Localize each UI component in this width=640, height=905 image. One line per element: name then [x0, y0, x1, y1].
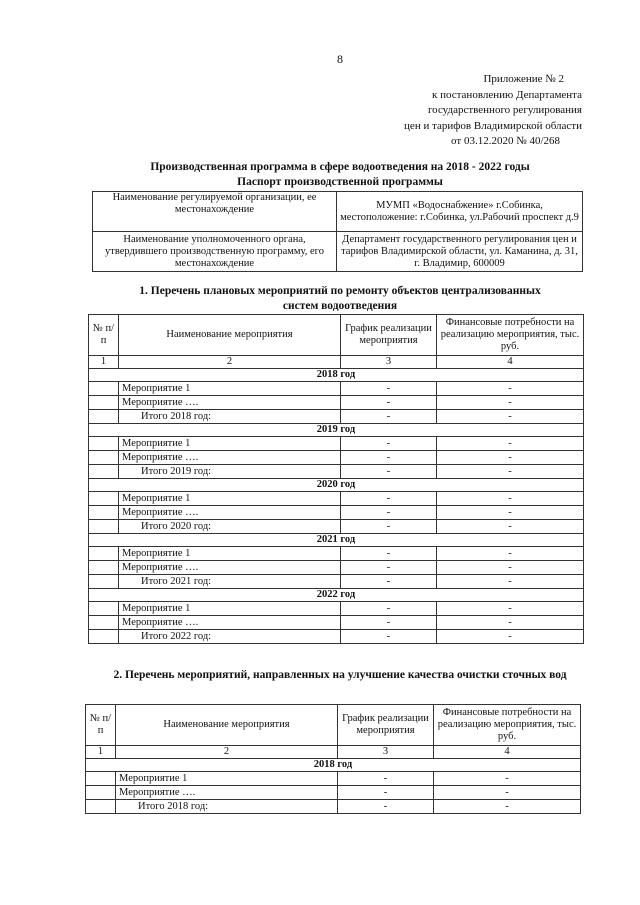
table-row	[89, 396, 584, 410]
cell-number	[89, 616, 119, 630]
schedule-cell: -	[341, 547, 437, 561]
column-number: 2	[116, 746, 338, 759]
activity-name: Мероприятие 1	[119, 382, 341, 396]
year-label: 2021 год	[89, 534, 584, 547]
activity-name: Итого 2022 год:	[119, 630, 341, 644]
cell: Наименование регулируемой организации, ее местонахождение	[93, 192, 337, 232]
cell-number	[89, 506, 119, 520]
year-row	[89, 479, 584, 492]
cell-number	[86, 772, 116, 786]
cell-number	[89, 382, 119, 396]
column-header: Финансовые потребности на реализацию мероприятия, тыс. руб.	[434, 705, 581, 746]
header-row	[89, 315, 584, 356]
activity-name: Итого 2019 год:	[119, 465, 341, 479]
schedule-cell: -	[341, 451, 437, 465]
column-number: 1	[86, 746, 116, 759]
table-row	[89, 616, 584, 630]
table-row	[93, 192, 583, 232]
document-title	[60, 160, 620, 190]
schedule-cell: -	[341, 616, 437, 630]
section1-table	[88, 314, 584, 644]
cell: Департамент государственного регулирования цен и тарифов Владимирской области, ул. Каманина, д. 31, г. Владимир, 600009	[337, 232, 583, 272]
table-row	[89, 575, 584, 589]
column-number: 3	[341, 356, 437, 369]
activity-name: Мероприятие ….	[116, 786, 338, 800]
table-row	[89, 547, 584, 561]
column-number: 2	[119, 356, 341, 369]
schedule-cell: -	[341, 437, 437, 451]
cell-number	[86, 800, 116, 814]
schedule-cell: -	[341, 465, 437, 479]
finance-cell: -	[437, 575, 584, 589]
cell: МУМП «Водоснабжение» г.Собинка, местоположение: г.Собинка, ул.Рабочий проспект д.9	[337, 192, 583, 232]
activity-name: Мероприятие ….	[119, 506, 341, 520]
section2-table	[85, 704, 581, 814]
activity-name: Итого 2018 год:	[116, 800, 338, 814]
activity-name: Мероприятие ….	[119, 561, 341, 575]
activity-name: Мероприятие ….	[119, 396, 341, 410]
finance-cell: -	[437, 547, 584, 561]
column-number: 1	[89, 356, 119, 369]
table-row	[89, 410, 584, 424]
appendix-line: цен и тарифов Владимирской области	[404, 119, 582, 132]
schedule-cell: -	[341, 602, 437, 616]
column-number: 4	[437, 356, 584, 369]
activity-name: Мероприятие 1	[116, 772, 338, 786]
cell-number	[89, 561, 119, 575]
finance-cell: -	[437, 616, 584, 630]
schedule-cell: -	[338, 800, 434, 814]
table-row	[89, 451, 584, 465]
finance-cell: -	[437, 437, 584, 451]
finance-cell: -	[437, 465, 584, 479]
year-label: 2020 год	[89, 479, 584, 492]
year-label: 2018 год	[86, 759, 581, 772]
activity-name: Итого 2020 год:	[119, 520, 341, 534]
year-label: 2022 год	[89, 589, 584, 602]
table-row	[86, 800, 581, 814]
finance-cell: -	[434, 800, 581, 814]
finance-cell: -	[437, 410, 584, 424]
header-row	[86, 705, 581, 746]
year-label: 2019 год	[89, 424, 584, 437]
appendix-line: Приложение № 2	[483, 73, 564, 85]
finance-cell: -	[437, 602, 584, 616]
section1-title: 1. Перечень плановых мероприятий по ремонту объектов централизованных систем водоотведения	[139, 285, 541, 312]
subtitle-line: Паспорт производственной программы	[237, 176, 443, 188]
activity-name: Мероприятие ….	[119, 451, 341, 465]
column-number-row	[86, 746, 581, 759]
appendix-note	[404, 72, 582, 150]
cell-number	[89, 547, 119, 561]
appendix-line: от 03.12.2020 № 40/268	[451, 135, 560, 147]
table-row	[89, 630, 584, 644]
column-number: 3	[338, 746, 434, 759]
table-row	[89, 602, 584, 616]
schedule-cell: -	[341, 410, 437, 424]
year-row	[89, 369, 584, 382]
activity-name: Мероприятие 1	[119, 437, 341, 451]
table-row	[89, 382, 584, 396]
activity-name: Мероприятие 1	[119, 547, 341, 561]
column-header: № п/п	[86, 705, 116, 746]
column-header: Финансовые потребности на реализацию мероприятия, тыс. руб.	[437, 315, 584, 356]
cell-number	[86, 786, 116, 800]
cell-number	[89, 451, 119, 465]
cell-number	[89, 465, 119, 479]
activity-name: Мероприятие ….	[119, 616, 341, 630]
cell-number	[89, 410, 119, 424]
column-number: 4	[434, 746, 581, 759]
year-label: 2018 год	[89, 369, 584, 382]
schedule-cell: -	[341, 492, 437, 506]
activity-name: Мероприятие 1	[119, 492, 341, 506]
table-row	[89, 561, 584, 575]
year-row	[86, 759, 581, 772]
cell-number	[89, 602, 119, 616]
section2-title: 2. Перечень мероприятий, направленных на улучшение качества очистки сточных вод	[113, 669, 567, 681]
cell-number	[89, 396, 119, 410]
appendix-line: государственного регулирования	[427, 104, 582, 116]
year-row	[89, 534, 584, 547]
table-row	[86, 786, 581, 800]
page-number: 8	[337, 52, 343, 66]
table-row	[89, 520, 584, 534]
activity-name: Итого 2018 год:	[119, 410, 341, 424]
column-header: График реализации мероприятия	[338, 705, 434, 746]
cell: Наименование уполномоченного органа, утвердившего производственную программу, его местонахождение	[93, 232, 337, 272]
schedule-cell: -	[341, 506, 437, 520]
appendix-line: к постановлению Департамента	[431, 88, 582, 101]
finance-cell: -	[437, 382, 584, 396]
schedule-cell: -	[341, 520, 437, 534]
cell-number	[89, 492, 119, 506]
column-header: Наименование мероприятия	[116, 705, 338, 746]
cell-number	[89, 437, 119, 451]
cell-number	[89, 575, 119, 589]
schedule-cell: -	[341, 561, 437, 575]
finance-cell: -	[434, 772, 581, 786]
column-header: № п/п	[89, 315, 119, 356]
column-header: Наименование мероприятия	[119, 315, 341, 356]
column-number-row	[89, 356, 584, 369]
cell-number	[89, 520, 119, 534]
finance-cell: -	[437, 396, 584, 410]
year-row	[89, 424, 584, 437]
table-row	[89, 465, 584, 479]
schedule-cell: -	[338, 786, 434, 800]
table-row	[89, 506, 584, 520]
finance-cell: -	[434, 786, 581, 800]
schedule-cell: -	[341, 630, 437, 644]
cell-number	[89, 630, 119, 644]
passport-table	[92, 191, 583, 272]
finance-cell: -	[437, 630, 584, 644]
column-header: График реализации мероприятия	[341, 315, 437, 356]
finance-cell: -	[437, 451, 584, 465]
finance-cell: -	[437, 561, 584, 575]
table-row	[89, 492, 584, 506]
table-row	[93, 232, 583, 272]
activity-name: Итого 2021 год:	[119, 575, 341, 589]
finance-cell: -	[437, 520, 584, 534]
table-row	[89, 437, 584, 451]
finance-cell: -	[437, 492, 584, 506]
schedule-cell: -	[341, 575, 437, 589]
activity-name: Мероприятие 1	[119, 602, 341, 616]
finance-cell: -	[437, 506, 584, 520]
schedule-cell: -	[341, 396, 437, 410]
schedule-cell: -	[338, 772, 434, 786]
title-line: Производственная программа в сфере водоотведения на 2018 - 2022 годы	[150, 161, 530, 173]
table-row	[86, 772, 581, 786]
year-row	[89, 589, 584, 602]
schedule-cell: -	[341, 382, 437, 396]
